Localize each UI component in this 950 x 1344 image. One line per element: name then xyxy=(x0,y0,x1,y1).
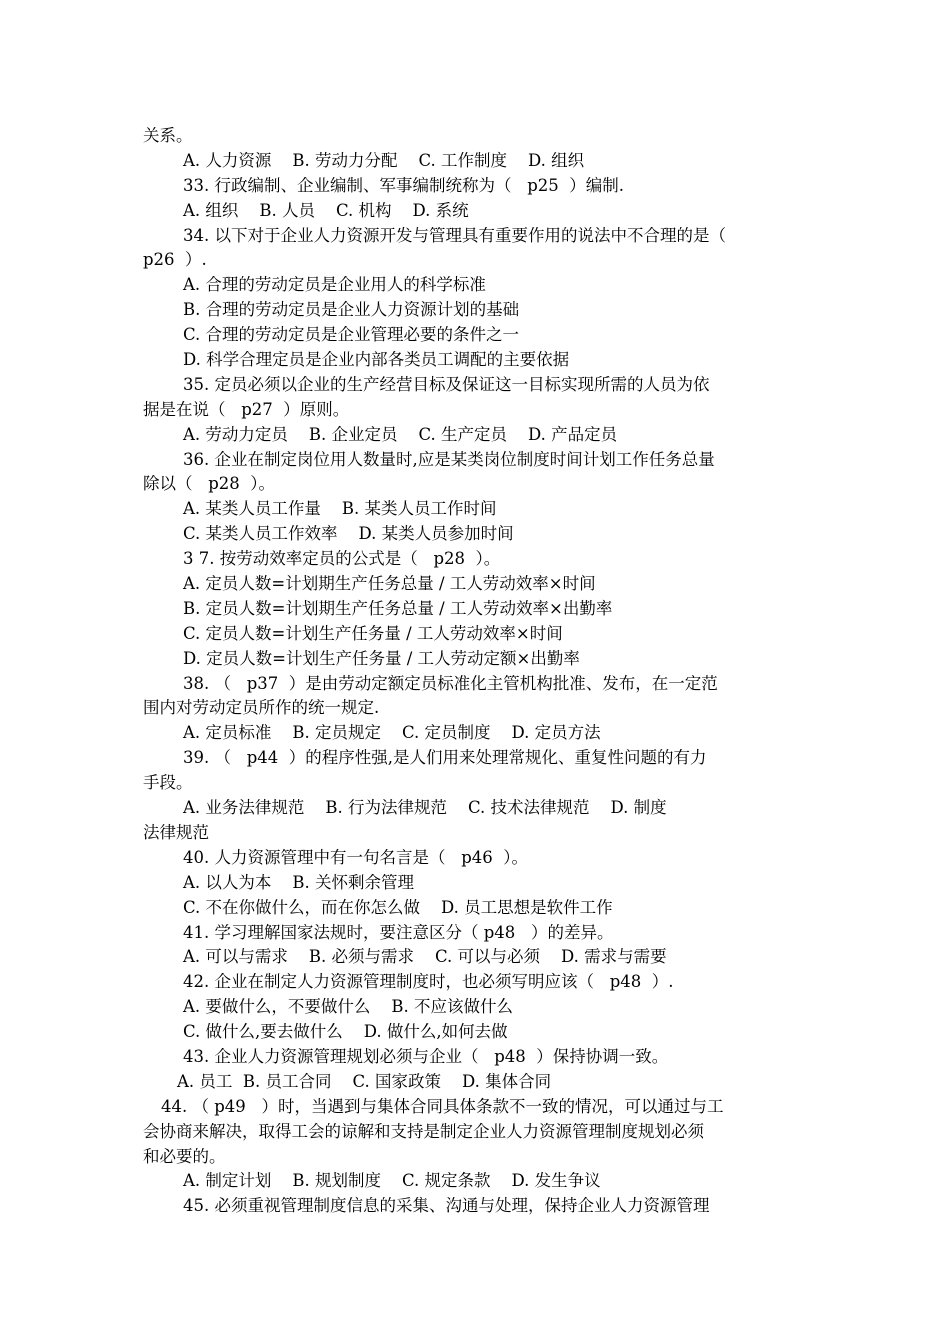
text-line: 34. 以下对于企业人力资源开发与管理具有重要作用的说法中不合理的是（ xyxy=(183,225,726,245)
text-line: C. 某类人员工作效率 D. 某类人员参加时间 xyxy=(183,524,514,544)
text-line: D. 定员人数=计划生产任务量 / 工人劳动定额×出勤率 xyxy=(183,648,580,668)
text-line: 41. 学习理解国家法规时，要注意区分（ p48 ）的差异。 xyxy=(183,922,614,942)
text-line: A. 组织 B. 人员 C. 机构 D. 系统 xyxy=(183,200,469,220)
text-line: 手段。 xyxy=(143,773,193,793)
text-line: 45. 必须重视管理制度信息的采集、沟通与处理，保持企业人力资源管理 xyxy=(183,1196,710,1216)
text-line: 35. 定员必须以企业的生产经营目标及保证这一目标实现所需的人员为依 xyxy=(183,374,710,394)
text-line: 3 7. 按劳动效率定员的公式是（ p28 ）。 xyxy=(183,549,501,569)
document-body xyxy=(143,124,808,1219)
text-line: A. 某类人员工作量 B. 某类人员工作时间 xyxy=(183,499,497,519)
text-line: A. 定员人数=计划期生产任务总量 / 工人劳动效率×时间 xyxy=(183,574,596,594)
text-line: C. 做什么,要去做什么 D. 做什么,如何去做 xyxy=(183,1022,508,1042)
text-line: C. 定员人数=计划生产任务量 / 工人劳动效率×时间 xyxy=(183,623,563,643)
text-line: D. 科学合理定员是企业内部各类员工调配的主要依据 xyxy=(183,350,570,370)
text-line: A. 以人为本 B. 关怀剩余管理 xyxy=(183,872,414,892)
text-line: B. 定员人数=计划期生产任务总量 / 工人劳动效率×出勤率 xyxy=(183,598,613,618)
text-line: 法律规范 xyxy=(143,822,209,842)
text-line: A. 要做什么，不要做什么 B. 不应该做什么 xyxy=(183,997,513,1017)
text-line: A. 可以与需求 B. 必须与需求 C. 可以与必须 D. 需求与需要 xyxy=(183,947,667,967)
text-line: 42. 企业在制定人力资源管理制度时，也必须写明应该（ p48 ）. xyxy=(183,972,674,992)
text-line: 39. （ p44 ）的程序性强,是人们用来处理常规化、重复性问题的有力 xyxy=(183,748,707,768)
text-line: A. 定员标准 B. 定员规定 C. 定员制度 D. 定员方法 xyxy=(183,723,601,743)
text-line: A. 员工 B. 员工合同 C. 国家政策 D. 集体合同 xyxy=(177,1071,552,1091)
text-line: 43. 企业人力资源管理规划必须与企业（ p48 ）保持协调一致。 xyxy=(183,1046,669,1066)
text-line: p26 ）. xyxy=(143,250,207,270)
text-line: B. 合理的劳动定员是企业人力资源计划的基础 xyxy=(183,300,520,320)
text-line: 关系。 xyxy=(143,126,193,145)
text-line: A. 制定计划 B. 规划制度 C. 规定条款 D. 发生争议 xyxy=(183,1171,601,1191)
text-line: 据是在说（ p27 ）原则。 xyxy=(143,399,350,419)
text-line: 除以（ p28 ）。 xyxy=(143,474,276,494)
text-line: A. 劳动力定员 B. 企业定员 C. 生产定员 D. 产品定员 xyxy=(183,424,618,444)
text-line: 围内对劳动定员所作的统一规定. xyxy=(143,698,380,718)
text-line: 33. 行政编制、企业编制、军事编制统称为（ p25 ）编制. xyxy=(183,175,625,195)
text-line: C. 合理的劳动定员是企业管理必要的条件之一 xyxy=(183,325,520,345)
text-line: C. 不在你做什么，而在你怎么做 D. 员工思想是软件工作 xyxy=(183,897,613,917)
text-line: 40. 人力资源管理中有一句名言是（ p46 ）。 xyxy=(183,847,529,867)
text-line: 36. 企业在制定岗位用人数量时,应是某类岗位制度时间计划工作任务总量 xyxy=(183,449,715,469)
text-line: 会协商来解决，取得工会的谅解和支持是制定企业人力资源管理制度规划必须 xyxy=(143,1121,704,1141)
text-line: 和必要的。 xyxy=(143,1146,226,1166)
text-line: A. 业务法律规范 B. 行为法律规范 C. 技术法律规范 D. 制度 xyxy=(183,798,667,818)
text-line: 44. （ p49 ）时，当遇到与集体合同具体条款不一致的情况，可以通过与工 xyxy=(161,1096,724,1116)
text-line: A. 人力资源 B. 劳动力分配 C. 工作制度 D. 组织 xyxy=(183,150,585,170)
text-line: A. 合理的劳动定员是企业用人的科学标准 xyxy=(183,275,486,295)
text-line: 38. （ p37 ）是由劳动定额定员标准化主管机构批准、发布，在一定范 xyxy=(183,673,718,693)
